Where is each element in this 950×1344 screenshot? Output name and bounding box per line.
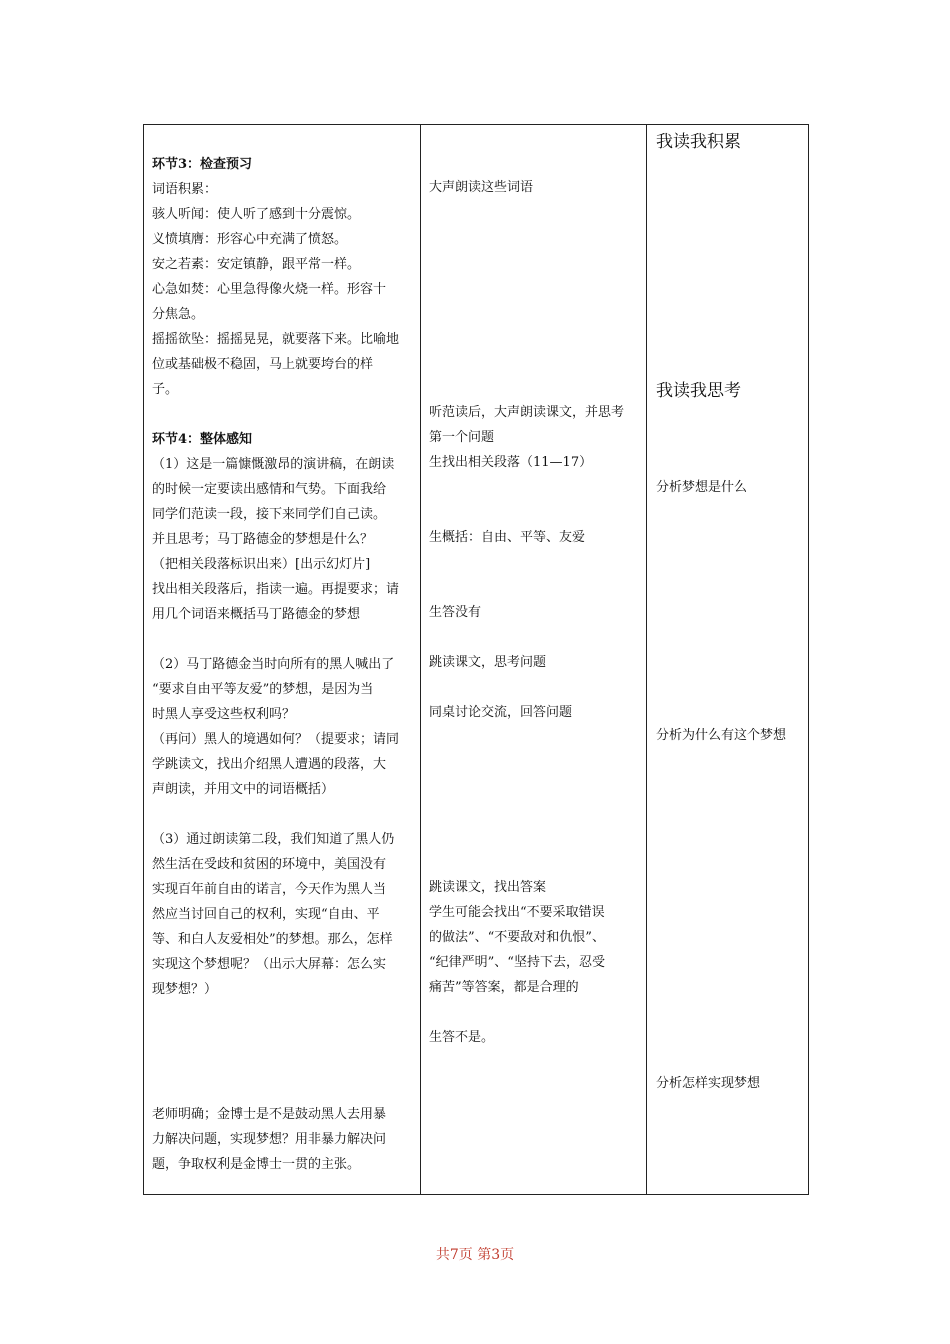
list-item: 子。 — [152, 382, 179, 397]
text-line: 现梦想？） — [152, 982, 218, 997]
text-line: 声朗读，并用文中的词语概括） — [152, 782, 335, 797]
question-3 — [152, 827, 417, 1002]
skim-text: 跳读课文，思考问题 — [429, 655, 547, 670]
text-line: （3）通过朗读第二段，我们知道了黑人仍 — [152, 832, 395, 847]
list-item: 心急如焚：心里急得像火烧一样。形容十 — [152, 282, 387, 297]
analyze-why-text — [656, 723, 806, 748]
list-item: 位或基础极不稳固，马上就要垮台的样 — [152, 357, 374, 372]
summary-text: 生概括：自由、平等、友爱 — [429, 530, 586, 545]
analyze-how-text — [656, 1071, 806, 1096]
text-line: 实现这个梦想呢？（出示大屏幕：怎么实 — [152, 957, 387, 972]
text-line: 找出相关段落后，指读一遍。再提要求；请 — [152, 582, 400, 597]
discuss-text: 同桌讨论交流，回答问题 — [429, 705, 573, 720]
text-line: 分析为什么有这个梦想 — [656, 728, 787, 743]
text-line: 然生活在受歧和贫困的环境中，美国没有 — [152, 857, 387, 872]
text-line: 同学们范读一段，接下来同学们自己读。 — [152, 507, 387, 522]
text-line: （把相关段落标识出来）[出示幻灯片] — [152, 557, 371, 572]
analyze-what-text — [656, 475, 806, 500]
text-line: 痛苦”等答案，都是合理的 — [429, 980, 579, 995]
text-line: 的时候一定要读出感情和气势。下面我给 — [152, 482, 387, 497]
text-line: （再问）黑人的境遇如何？（提要求；请同 — [152, 732, 400, 747]
text-line: 力解决问题，实现梦想？用非暴力解决问 — [152, 1132, 387, 1147]
text-line: 用几个词语来概括马丁路德金的梦想 — [152, 607, 361, 622]
text-line: （2）马丁路德金当时向所有的黑人喊出了 — [152, 657, 395, 672]
section3-title: 环节3：检查预习 — [152, 157, 253, 172]
text-line: 并且思考；马丁路德金的梦想是什么？ — [152, 532, 374, 547]
text-line: 分析梦想是什么 — [656, 480, 748, 495]
heading-accumulate: 我读我积累 — [656, 132, 741, 152]
text-line: 听范读后，大声朗读课文，并思考 — [429, 405, 625, 420]
text-line: 学生可能会找出“不要采取错误 — [429, 905, 605, 920]
text-line: 实现百年前自由的诺言，今天作为黑人当 — [152, 882, 387, 897]
text-line: 然应当讨回自己的权利，实现“自由、平 — [152, 907, 380, 922]
student-activity-column — [429, 175, 644, 1050]
text-line: （1）这是一篇慷慨激昂的演讲稿，在朗读 — [152, 457, 395, 472]
text-line: 学跳读文，找出介绍黑人遭遇的段落，大 — [152, 757, 387, 772]
question-2 — [152, 652, 417, 802]
text-line: “要求自由平等友爱”的梦想，是因为当 — [152, 682, 374, 697]
text-line: 的做法”、“不要敌对和仇恨”、 — [429, 930, 605, 945]
text-line: 第一个问题 — [429, 430, 495, 445]
column-divider — [420, 125, 421, 1194]
teacher-conclusion — [152, 1102, 417, 1177]
list-item: 骇人听闻：使人听了感到十分震惊。 — [152, 207, 361, 222]
skim-find-text: 跳读课文，找出答案 — [429, 880, 547, 895]
page-footer: 共7页 第3页 — [435, 1247, 515, 1263]
answer-no-text: 生答没有 — [429, 605, 482, 620]
read-aloud-text: 大声朗读这些词语 — [429, 180, 534, 195]
text-line: 题，争取权利是金博士一贯的主张。 — [152, 1157, 361, 1172]
answer-not-text: 生答不是。 — [429, 1030, 495, 1045]
text-line: “纪律严明”、“坚持下去，忍受 — [429, 955, 605, 970]
text-line: 老师明确；金博士是不是鼓动黑人去用暴 — [152, 1107, 387, 1122]
lesson-table — [143, 124, 809, 1195]
question-1 — [152, 452, 417, 627]
heading-think: 我读我思考 — [656, 381, 741, 401]
column-divider — [646, 125, 647, 1194]
list-item: 安之若素：安定镇静，跟平常一样。 — [152, 257, 361, 272]
find-paragraph-text: 生找出相关段落（11—17） — [429, 455, 593, 470]
text-line: 时黑人享受这些权利吗？ — [152, 707, 296, 722]
vocabulary-list — [152, 177, 417, 402]
list-item: 摇摇欲坠：摇摇晃晃，就要落下来。比喻地 — [152, 332, 400, 347]
teacher-activity-column — [152, 152, 417, 1177]
list-item: 词语积累： — [152, 182, 218, 197]
text-line: 等、和白人友爱相处”的梦想。那么，怎样 — [152, 932, 393, 947]
list-item: 义愤填膺：形容心中充满了愤怒。 — [152, 232, 348, 247]
list-item: 分焦急。 — [152, 307, 205, 322]
section4-title: 环节4：整体感知 — [152, 432, 253, 447]
text-line: 分析怎样实现梦想 — [656, 1076, 761, 1091]
